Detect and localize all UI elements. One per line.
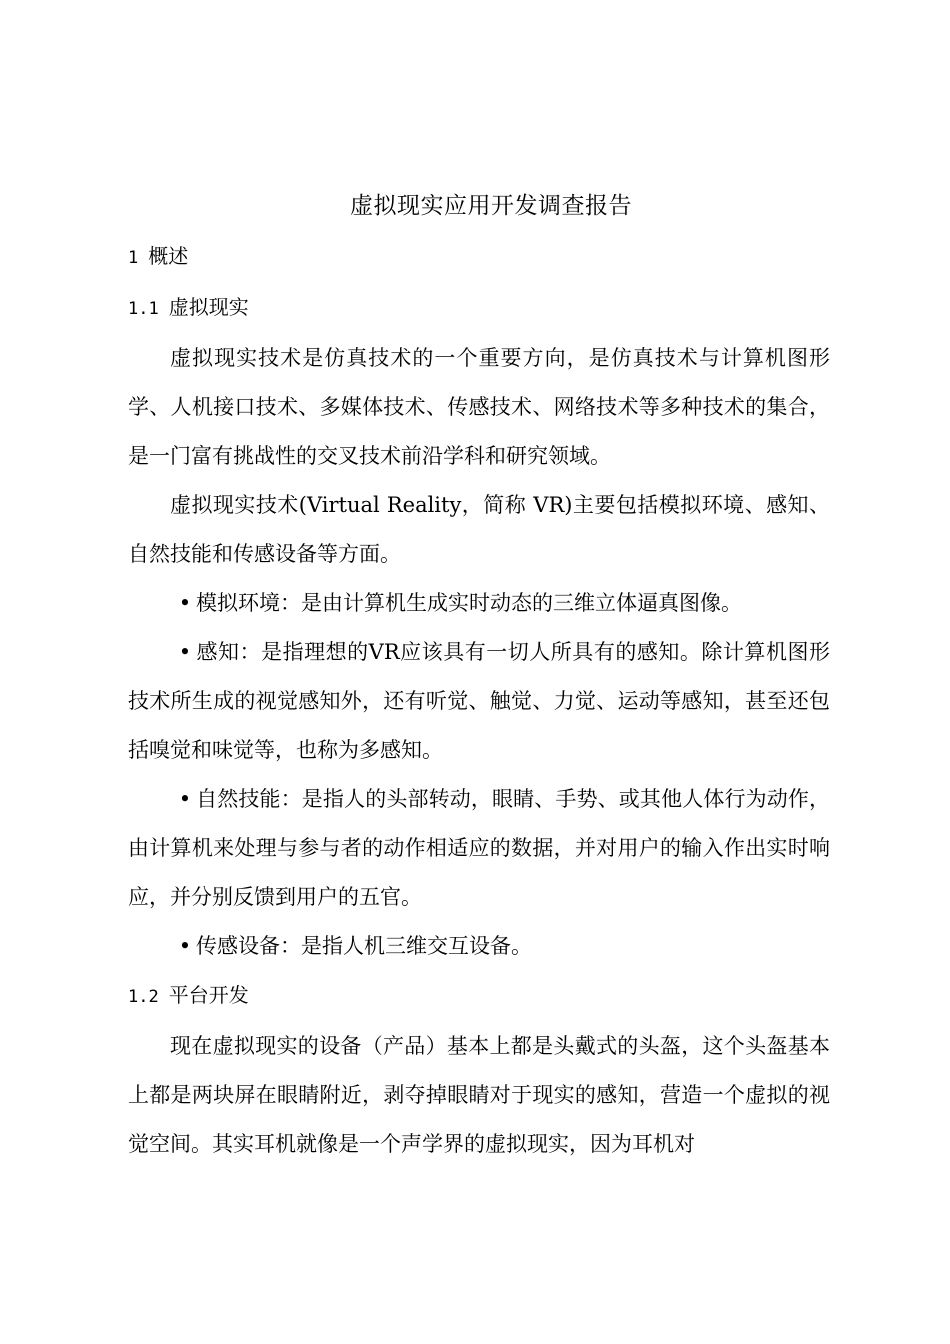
- section-heading-1-1: [128, 283, 830, 334]
- paragraph-vr-definition: 虚拟现实技术是仿真技术的一个重要方向，是仿真技术与计算机图形学、人机接口技术、多媒体技术、传感技术、网络技术等多种技术的集合，是一门富有挑战性的交叉技术前沿学科和研究领域。: [128, 346, 830, 468]
- section-number: 1.1: [128, 299, 159, 319]
- section-title: 概述: [148, 244, 189, 268]
- section-heading-1: [128, 232, 830, 283]
- bullet-text: 传感设备：是指人机三维交互设备。: [196, 934, 532, 958]
- bullet-item: [128, 628, 830, 775]
- section-number: 1.2: [128, 987, 159, 1007]
- section-title: 平台开发: [168, 983, 249, 1007]
- bullet-item: [128, 579, 830, 628]
- paragraph-platform-development: 现在虚拟现实的设备（产品）基本上都是头戴式的头盔，这个头盔基本上都是两块屏在眼睛附近，剥夺掉眼睛对于现实的感知，营造一个虚拟的视觉空间。其实耳机就像是一个声学界的虚拟现实，因为耳机对: [128, 1034, 830, 1156]
- bullet-icon: •: [178, 934, 192, 958]
- bullet-item: [128, 775, 830, 922]
- paragraph-vr-components: 虚拟现实技术(Virtual Reality，简称 VR)主要包括模拟环境、感知、自然技能和传感设备等方面。: [128, 493, 830, 566]
- bullet-text: 自然技能：是指人的头部转动，眼睛、手势、或其他人体行为动作，由计算机来处理与参与者的动作相适应的数据，并对用户的输入作出实时响应，并分别反馈到用户的五官。: [128, 787, 830, 909]
- bullet-icon: •: [178, 787, 192, 811]
- bullet-icon: •: [178, 591, 192, 615]
- document-title: 虚拟现实应用开发调查报告: [350, 193, 632, 219]
- bullet-text: 模拟环境：是由计算机生成实时动态的三维立体逼真图像。: [196, 591, 742, 615]
- bullet-text: 感知：是指理想的VR应该具有一切人所具有的感知。除计算机图形技术所生成的视觉感知外，还有听觉、触觉、力觉、运动等感知，甚至还包括嗅觉和味觉等，也称为多感知。: [128, 640, 830, 762]
- section-title: 虚拟现实: [168, 295, 249, 319]
- document-body: [128, 232, 830, 1169]
- section-heading-1-2: [128, 971, 830, 1022]
- bullet-icon: •: [178, 640, 192, 664]
- section-number: 1: [128, 248, 139, 268]
- bullet-item: [128, 922, 830, 971]
